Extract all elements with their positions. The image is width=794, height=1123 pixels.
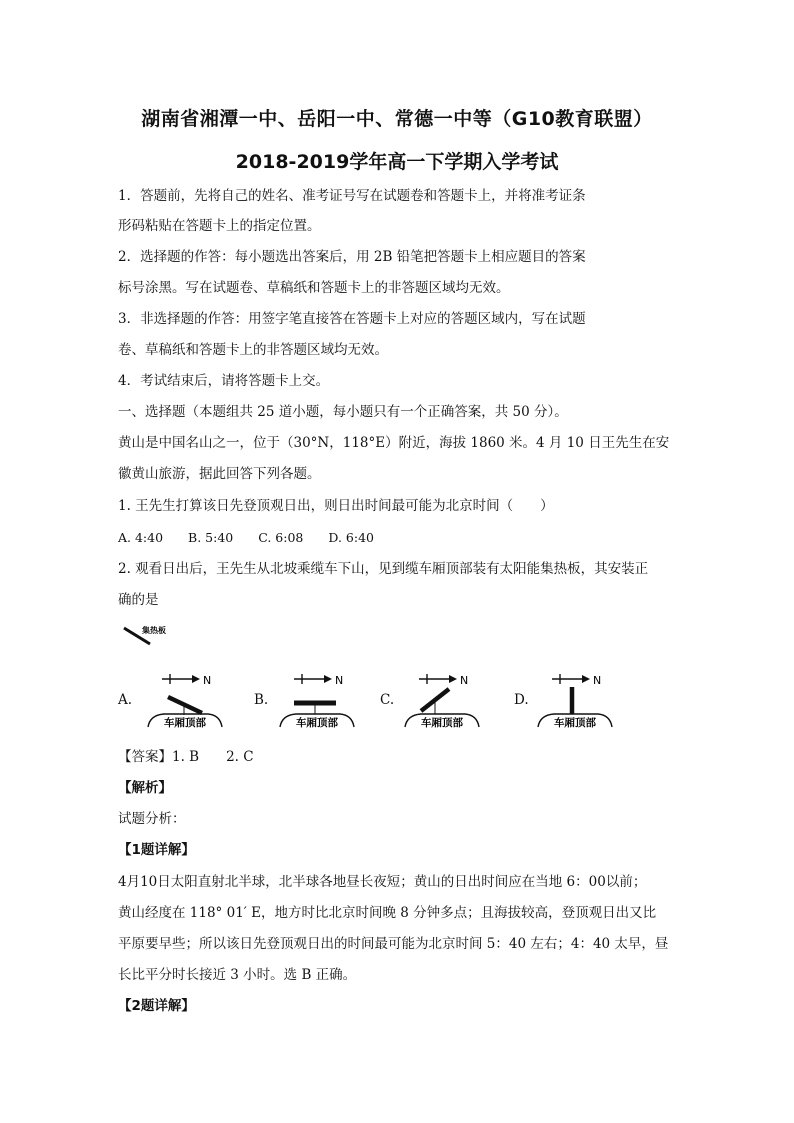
detail-1-heading: 【1题详解】 [118, 842, 195, 858]
car-roof-label: 车厢顶部 [421, 717, 463, 729]
car-roof-label: 车厢顶部 [554, 717, 596, 729]
question-2-stem-cont: 确的是 [118, 592, 159, 608]
analysis-subheading: 试题分析： [118, 811, 186, 827]
page-title: 湖南省湘潭一中、岳阳一中、常德一中等（G10教育联盟） [141, 108, 653, 130]
instruction-line: 1．答题前，先将自己的姓名、准考证号写在试题卷和答题卡上，并将准考证条 [118, 188, 586, 204]
north-label: N [460, 674, 469, 687]
car-roof-label: 车厢顶部 [296, 717, 338, 729]
north-label: N [335, 674, 344, 687]
collector-panel-icon [168, 697, 202, 713]
north-label: N [593, 674, 602, 687]
instruction-line: 标号涂黑。写在试题卷、草稿纸和答题卡上的非答题区域均无效。 [118, 280, 510, 296]
analysis-heading: 【解析】 [118, 780, 172, 796]
panel-legend [118, 622, 178, 652]
car-roof-label: 车厢顶部 [164, 717, 206, 729]
option-c-diagram[interactable] [397, 665, 489, 730]
north-label: N [203, 674, 212, 687]
option-c-letter: C. [380, 692, 395, 708]
detail-2-heading: 【2题详解】 [118, 998, 195, 1014]
option-b-diagram[interactable] [272, 665, 364, 730]
option-d-letter: D. [514, 692, 529, 708]
detail-1-line: 4月10日太阳直射北半球，北半球各地昼长夜短；黄山的日出时间应在当地 6：00以前； [118, 874, 647, 890]
option-b-letter: B. [254, 692, 269, 708]
passage-line: 黄山是中国名山之一，位于（30°N，118°E）附近，海拔 1860 米。4 月 10 日王先生在安 [118, 435, 670, 451]
page-subtitle: 2018-2019学年高一下学期入学考试 [235, 151, 559, 173]
question-1-options: A. 4:40 B. 5:40 C. 6:08 D. 6:40 [118, 530, 374, 545]
instruction-line: 3．非选择题的作答：用签字笔直接答在答题卡上对应的答题区域内，写在试题 [118, 311, 586, 327]
section-title: 一、选择题（本题组共 25 道小题，每小题只有一个正确答案，共 50 分）。 [118, 404, 568, 420]
question-2-stem: 2. 观看日出后，王先生从北坡乘缆车下山，见到缆车厢顶部装有太阳能集热板，其安装正 [118, 561, 649, 577]
passage-line: 徽黄山旅游，据此回答下列各题。 [118, 466, 321, 482]
instruction-line: 卷、草稿纸和答题卡上的非答题区域均无效。 [118, 342, 388, 358]
option-a-diagram[interactable] [140, 665, 232, 730]
option-d-diagram[interactable] [530, 665, 622, 730]
detail-1-line: 长比平分时长接近 3 小时。选 B 正确。 [118, 967, 357, 983]
instruction-line: 4．考试结束后，请将答题卡上交。 [118, 373, 330, 389]
detail-1-line: 黄山经度在 118° 01′ E，地方时比北京时间晚 8 分钟多点；且海拔较高，登顶观日出又比 [118, 905, 657, 921]
panel-legend-label: 集热板 [142, 626, 166, 635]
detail-1-line: 平原要早些；所以该日先登顶观日出的时间最可能为北京时间 5：40 左右；4：40 太早，昼 [118, 936, 669, 952]
option-a-letter: A. [118, 692, 133, 708]
answer-line: 【答案】1. B 2. C [118, 749, 254, 765]
instruction-line: 2．选择题的作答：每小题选出答案后，用 2B 铅笔把答题卡上相应题目的答案 [118, 249, 586, 265]
instruction-line: 形码粘贴在答题卡上的指定位置。 [118, 218, 321, 234]
question-1-stem: 1. 王先生打算该日先登顶观日出，则日出时间最可能为北京时间（ ） [118, 498, 554, 514]
